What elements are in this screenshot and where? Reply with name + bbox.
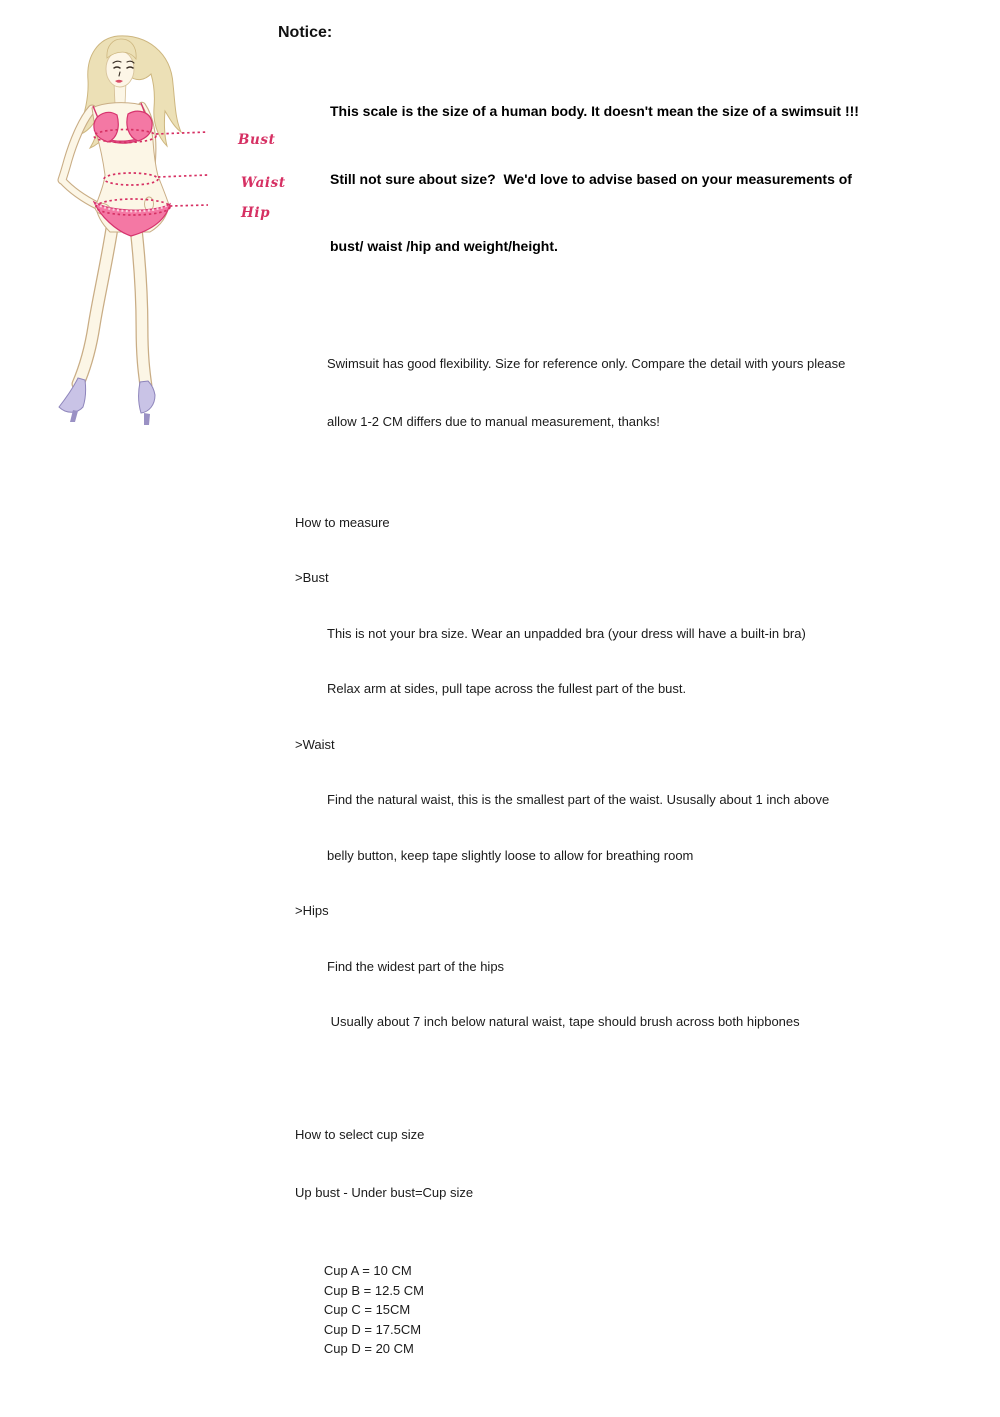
cup-size-value: Cup C = 15CM xyxy=(324,1300,410,1320)
bust-instruction-line: This is not your bra size. Wear an unpadded bra (your dress will have a built-in bra) xyxy=(327,625,993,644)
cup-size-value: Cup D = 20 CM xyxy=(324,1339,414,1359)
size-notice-graphic xyxy=(0,0,1000,469)
flexibility-note xyxy=(327,315,993,471)
woman-fashion-sketch-illustration xyxy=(30,8,280,463)
cup-size-title: How to select cup size xyxy=(295,1125,993,1145)
notice-title: Notice: xyxy=(278,24,993,42)
waist-instruction-line: belly button, keep tape slightly loose to allow for breathing room xyxy=(327,847,993,866)
warning-line: This scale is the size of a human body. It doesn't mean the size of a swimsuit !!! xyxy=(330,100,993,123)
waist-pointer-line xyxy=(158,175,208,177)
bust-measure-label: Bust xyxy=(238,132,275,148)
cup-size-formula: Up bust - Under bust=Cup size xyxy=(295,1183,993,1203)
flexibility-note-line: allow 1-2 CM differs due to manual measurement, thanks! xyxy=(327,412,993,432)
warning-line: Still not sure about size? We'd love to advise based on your measurements of xyxy=(330,168,993,191)
cup-size-value: Cup D = 17.5CM xyxy=(324,1320,421,1340)
bust-instruction-line: Relax arm at sides, pull tape across the fullest part of the bust. xyxy=(327,680,993,699)
hip-measure-label: Hip xyxy=(241,205,270,221)
waist-section-label: >Waist xyxy=(295,736,993,755)
cup-size-section xyxy=(295,1086,993,1417)
hip-pointer-line xyxy=(170,205,208,206)
waist-measure-label: Waist xyxy=(241,175,286,191)
notice-text-column xyxy=(278,0,993,1417)
figure-illustration-area xyxy=(30,8,280,463)
size-warning-paragraph xyxy=(330,55,993,303)
cup-size-value: Cup B = 12.5 CM xyxy=(324,1281,424,1301)
hips-section-label: >Hips xyxy=(295,902,993,921)
hips-instruction-line: Find the widest part of the hips xyxy=(327,958,993,977)
flexibility-note-line: Swimsuit has good flexibility. Size for reference only. Compare the detail with yours please xyxy=(327,354,993,374)
legs xyxy=(78,228,146,386)
bust-section-label: >Bust xyxy=(295,569,993,588)
how-to-measure-section xyxy=(295,477,993,1069)
hips-instruction-line: Usually about 7 inch below natural waist, tape should brush across both hipbones xyxy=(327,1013,993,1032)
cup-size-values-row xyxy=(295,1242,993,1379)
how-to-measure-title: How to measure xyxy=(295,514,993,533)
warning-line: bust/ waist /hip and weight/height. xyxy=(330,235,993,258)
cup-size-value: Cup A = 10 CM xyxy=(324,1261,412,1281)
waist-instruction-line: Find the natural waist, this is the smallest part of the waist. Ususally about 1 inch above xyxy=(327,791,993,810)
